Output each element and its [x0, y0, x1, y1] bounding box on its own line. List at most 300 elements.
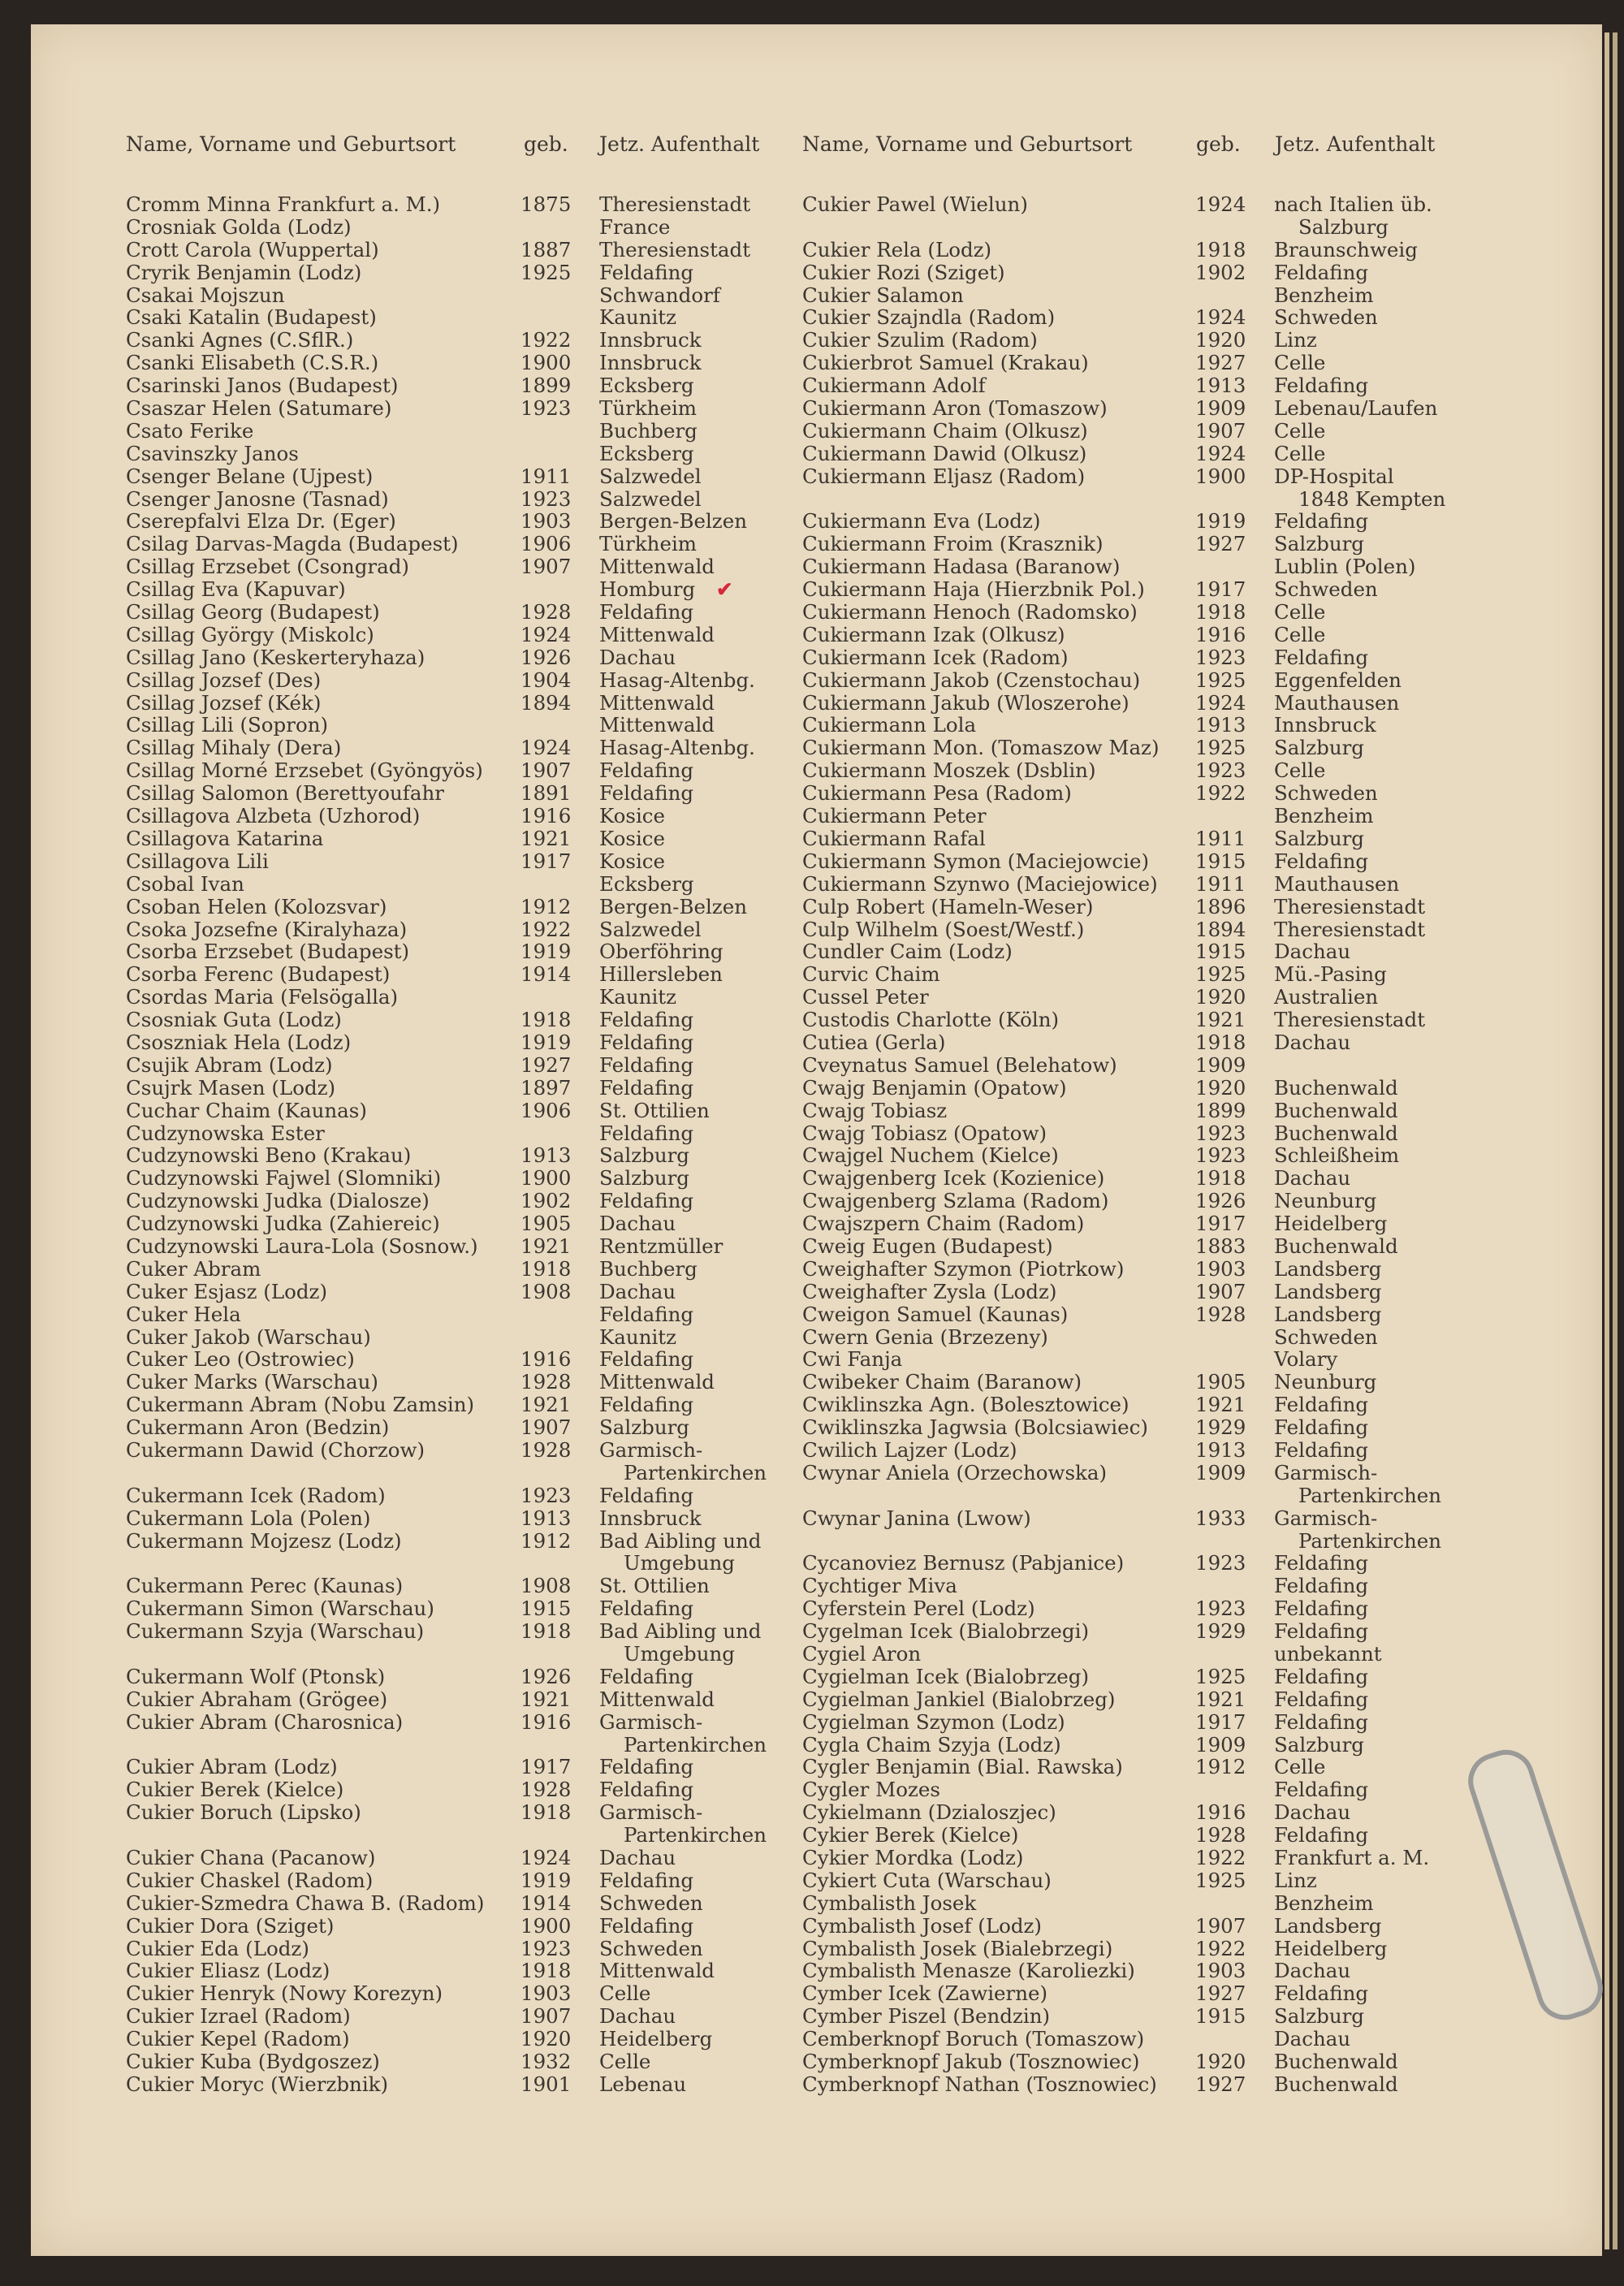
entry-birth-year: 1924 — [1195, 441, 1246, 465]
entry-birth-year: 1914 — [520, 1891, 572, 1915]
entry-birth-year: 1918 — [1195, 1166, 1246, 1191]
entry-residence: Ecksberg — [599, 374, 694, 398]
entry-residence: St. Ottilien — [599, 1574, 710, 1598]
entry-birth-year: 1923 — [1195, 1143, 1246, 1168]
entry-residence: Bergen-Belzen — [599, 894, 747, 918]
entry-birth-year: 1896 — [1195, 894, 1246, 918]
entry-residence: Kaunitz — [599, 305, 677, 330]
entry-residence: Neunburg — [1274, 1189, 1377, 1213]
entry-residence: Schweden — [1274, 781, 1378, 806]
entry-residence: Benzheim — [1274, 804, 1374, 828]
entry-name: Cwajg Tobiasz (Opatow) — [802, 1121, 1047, 1145]
entry-name: Cukier Abram (Lodz) — [126, 1755, 338, 1779]
entry-name: Cwynar Janina (Lwow) — [802, 1506, 1031, 1530]
entry-name: Cukier Szulim (Radom) — [802, 328, 1038, 352]
entry-residence: Feldafing — [1274, 1823, 1369, 1847]
entry-residence: Feldafing — [1274, 374, 1369, 398]
entry-name: Csillag Morné Erzsebet (Gyöngyös) — [126, 758, 483, 783]
entry-residence: Theresienstadt — [1274, 917, 1426, 941]
entry-residence: France — [599, 214, 671, 239]
entry-name: Cukierbrot Samuel (Krakau) — [802, 351, 1089, 375]
entry-name: Cymber Icek (Zawierne) — [802, 1981, 1048, 2006]
entry-residence: Dachau — [1274, 1030, 1351, 1054]
entry-residence: Innsbruck — [599, 328, 702, 352]
entry-birth-year: 1920 — [520, 2027, 572, 2051]
entry-name: Cwajg Benjamin (Opatow) — [802, 1075, 1067, 1100]
entry-name: Csillagova Alzbeta (Uzhorod) — [126, 804, 421, 828]
entry-residence: Feldafing — [1274, 1393, 1369, 1417]
entry-residence: Celle — [599, 1981, 651, 2006]
header-ort: Jetz. Aufenthalt — [599, 132, 760, 156]
entry-name: Cudzynowski Judka (Zahiereic) — [126, 1212, 440, 1236]
entry-name: Csilag Darvas-Magda (Budapest) — [126, 532, 459, 556]
entry-name: Csarinski Janos (Budapest) — [126, 374, 399, 398]
entry-residence: Schweden — [1274, 577, 1378, 602]
entry-residence: Linz — [1274, 1868, 1317, 1892]
entry-name: Cudzynowska Ester — [126, 1121, 325, 1145]
entry-residence: Feldafing — [1274, 1778, 1369, 1802]
entry-residence: Feldafing — [1274, 1664, 1369, 1688]
entry-birth-year: 1918 — [1195, 237, 1246, 261]
entry-residence: DP-Hospital — [1274, 464, 1394, 488]
entry-birth-year: 1927 — [1195, 2072, 1246, 2096]
entry-residence: Heidelberg — [599, 2027, 713, 2051]
entry-birth-year: 1928 — [1195, 1823, 1246, 1847]
entry-name: Cukermann Lola (Polen) — [126, 1506, 371, 1530]
entry-birth-year: 1923 — [1195, 758, 1246, 783]
entry-name: Cukiermann Pesa (Radom) — [802, 781, 1072, 806]
entry-name: Cukiermann Eljasz (Radom) — [802, 464, 1086, 488]
entry-residence: Heidelberg — [1274, 1936, 1388, 1960]
entry-residence: Dachau — [599, 1212, 676, 1236]
entry-residence: Linz — [1274, 328, 1317, 352]
entry-residence: Dachau — [1274, 1959, 1351, 1983]
entry-residence: Buchberg — [599, 1256, 698, 1281]
entry-residence: Feldafing — [1274, 1619, 1369, 1644]
entry-residence: Salzburg — [599, 1166, 689, 1191]
entry-name: Crott Carola (Wuppertal) — [126, 237, 379, 261]
entry-residence: Buchenwald — [1274, 1234, 1398, 1258]
entry-name: Cryrik Benjamin (Lodz) — [126, 260, 362, 284]
entry-residence: Buchenwald — [1274, 1098, 1398, 1122]
entry-name: Csillagova Lili — [126, 849, 269, 873]
entry-birth-year: 1919 — [520, 940, 572, 964]
entry-residence: Salzwedel — [599, 486, 702, 511]
entry-name: Cycanoviez Bernusz (Pabjanice) — [802, 1551, 1125, 1575]
entry-residence: Eggenfelden — [1274, 668, 1402, 692]
entry-residence: Feldafing — [599, 1075, 694, 1100]
entry-birth-year: 1925 — [1195, 1868, 1246, 1892]
entry-birth-year: 1922 — [1195, 1846, 1246, 1870]
entry-birth-year: 1913 — [1195, 1437, 1246, 1462]
entry-name: Cwajg Tobiasz — [802, 1098, 948, 1122]
entry-residence: Feldafing — [1274, 509, 1369, 534]
entry-residence: Feldafing — [1274, 1551, 1369, 1575]
entry-residence: Bad Aibling und — [599, 1528, 762, 1553]
entry-name: Curvic Chaim — [802, 962, 940, 987]
entry-name: Cukiermann Haja (Hierzbnik Pol.) — [802, 577, 1145, 602]
entry-name: Csordas Maria (Felsögalla) — [126, 985, 399, 1009]
entry-birth-year: 1900 — [520, 1166, 572, 1191]
entry-residence: Feldafing — [599, 758, 694, 783]
header-ort: Jetz. Aufenthalt — [1275, 132, 1436, 156]
entry-birth-year: 1912 — [520, 1528, 572, 1553]
entry-residence: Theresienstadt — [1274, 1008, 1426, 1032]
entry-residence: Salzburg — [1274, 1732, 1364, 1757]
entry-residence: Garmisch- — [599, 1800, 703, 1825]
entry-name: Cuker Hela — [126, 1302, 241, 1326]
entry-name: Csavinszky Janos — [126, 441, 299, 465]
entry-name: Cukiermann Mon. (Tomaszow Maz) — [802, 736, 1160, 760]
entry-birth-year: 1926 — [520, 1664, 572, 1688]
page-edge — [1605, 32, 1609, 2249]
entry-residence: Garmisch- — [1274, 1460, 1378, 1484]
entry-name: Csillagova Katarina — [126, 826, 324, 850]
entry-name: Cuker Marks (Warschau) — [126, 1370, 378, 1394]
entry-residence: Celle — [1274, 622, 1326, 646]
entry-residence-continued: Umgebung — [624, 1642, 735, 1666]
entry-residence: Buchenwald — [1274, 1075, 1398, 1100]
entry-residence: Feldafing — [599, 1302, 694, 1326]
entry-name: Cukier Abram (Charosnica) — [126, 1709, 404, 1734]
entry-name: Csakai Mojszun — [126, 283, 285, 307]
entry-residence: Salzwedel — [599, 464, 702, 488]
entry-birth-year: 1913 — [1195, 713, 1246, 737]
entry-name: Cukier Henryk (Nowy Korezyn) — [126, 1981, 443, 2006]
entry-birth-year: 1923 — [1195, 1121, 1246, 1145]
entry-birth-year: 1907 — [1195, 1913, 1246, 1938]
entry-birth-year: 1903 — [1195, 1256, 1246, 1281]
entry-name: Cygler Benjamin (Bial. Rawska) — [802, 1755, 1123, 1779]
entry-residence: Mittenwald — [599, 713, 715, 737]
entry-birth-year: 1920 — [1195, 1075, 1246, 1100]
entry-birth-year: 1926 — [1195, 1189, 1246, 1213]
entry-birth-year: 1925 — [520, 260, 572, 284]
entry-birth-year: 1899 — [1195, 1098, 1246, 1122]
entry-residence: Kaunitz — [599, 985, 677, 1009]
entry-residence: Feldafing — [599, 1347, 694, 1372]
entry-name: Cukier Kuba (Bydgoszez) — [126, 2050, 380, 2074]
entry-residence: Feldafing — [1274, 1415, 1369, 1440]
entry-name: Csoban Helen (Kolozsvar) — [126, 894, 387, 918]
entry-name: Cymbalisth Josef (Lodz) — [802, 1913, 1042, 1938]
entry-residence: Schweden — [1274, 305, 1378, 330]
entry-residence: Feldafing — [1274, 1574, 1369, 1598]
entry-name: Culp Robert (Hameln-Weser) — [802, 894, 1094, 918]
entry-name: Cwibeker Chaim (Baranow) — [802, 1370, 1082, 1394]
entry-name: Cwynar Aniela (Orzechowska) — [802, 1460, 1108, 1484]
entry-residence-continued: Partenkirchen — [624, 1732, 767, 1757]
entry-residence: Mittenwald — [599, 555, 715, 579]
entry-birth-year: 1883 — [1195, 1234, 1246, 1258]
entry-residence: Salzburg — [599, 1415, 689, 1440]
entry-name: Cserepfalvi Elza Dr. (Eger) — [126, 509, 396, 534]
entry-residence: Feldafing — [599, 1189, 694, 1213]
entry-birth-year: 1913 — [1195, 374, 1246, 398]
entry-birth-year: 1916 — [1195, 1800, 1246, 1825]
entry-residence: Innsbruck — [599, 351, 702, 375]
entry-name: Cukermann Abram (Nobu Zamsin) — [126, 1393, 475, 1417]
entry-birth-year: 1923 — [520, 486, 572, 511]
entry-residence: Heidelberg — [1274, 1212, 1388, 1236]
entry-residence: Kaunitz — [599, 1324, 677, 1349]
entry-birth-year: 1925 — [1195, 1664, 1246, 1688]
entry-birth-year: 1918 — [520, 1619, 572, 1644]
entry-birth-year: 1924 — [1195, 305, 1246, 330]
entry-name: Cundler Caim (Lodz) — [802, 940, 1013, 964]
entry-birth-year: 1923 — [1195, 1597, 1246, 1621]
entry-name: Cukiermann Aron (Tomaszow) — [802, 396, 1108, 421]
entry-residence: Hillersleben — [599, 962, 723, 987]
entry-residence: Salzburg — [1274, 826, 1364, 850]
entry-birth-year: 1918 — [1195, 600, 1246, 624]
entry-name: Cukiermann Jakub (Wloszerohe) — [802, 690, 1129, 715]
entry-name: Cukiermann Jakob (Czenstochau) — [802, 668, 1141, 692]
entry-birth-year: 1927 — [1195, 351, 1246, 375]
entry-residence: Mauthausen — [1274, 871, 1400, 896]
entry-residence: Australien — [1274, 985, 1379, 1009]
entry-birth-year: 1919 — [520, 1030, 572, 1054]
entry-birth-year: 1913 — [520, 1143, 572, 1168]
entry-name: Cudzynowski Laura-Lola (Sosnow.) — [126, 1234, 478, 1258]
entry-residence: Feldafing — [599, 1755, 694, 1779]
entry-name: Cuker Abram — [126, 1256, 261, 1281]
entry-residence: Hasag-Altenbg. — [599, 668, 755, 692]
entry-name: Csaki Katalin (Budapest) — [126, 305, 377, 330]
entry-birth-year: 1921 — [520, 1234, 572, 1258]
entry-name: Cudzynowski Fajwel (Slomniki) — [126, 1166, 442, 1191]
entry-name: Cuchar Chaim (Kaunas) — [126, 1098, 367, 1122]
entry-birth-year: 1911 — [1195, 826, 1246, 850]
entry-birth-year: 1928 — [520, 1370, 572, 1394]
entry-name: Cukier Abraham (Grögee) — [126, 1687, 388, 1711]
entry-birth-year: 1924 — [1195, 192, 1246, 216]
entry-name: Cymbalisth Menasze (Karoliezki) — [802, 1959, 1135, 1983]
entry-residence: Mittenwald — [599, 1370, 715, 1394]
entry-birth-year: 1928 — [520, 600, 572, 624]
entry-residence: Landsberg — [1274, 1302, 1382, 1326]
entry-name: Cukier Kepel (Radom) — [126, 2027, 350, 2051]
entry-name: Cwern Genia (Brzezeny) — [802, 1324, 1048, 1349]
entry-birth-year: 1928 — [520, 1778, 572, 1802]
entry-name: Cemberknopf Boruch (Tomaszow) — [802, 2027, 1145, 2051]
entry-name: Cukiermann Symon (Maciejowcie) — [802, 849, 1150, 873]
entry-name: Cudzynowski Beno (Krakau) — [126, 1143, 412, 1168]
entry-residence: Garmisch- — [599, 1709, 703, 1734]
entry-name: Csorba Ferenc (Budapest) — [126, 962, 391, 987]
entry-residence: Frankfurt a. M. — [1274, 1846, 1430, 1870]
entry-name: Cukermann Mojzesz (Lodz) — [126, 1528, 402, 1553]
entry-birth-year: 1891 — [520, 781, 572, 806]
entry-residence: Feldafing — [1274, 1687, 1369, 1711]
entry-residence: Feldafing — [599, 260, 694, 284]
entry-name: Cwajszpern Chaim (Radom) — [802, 1212, 1085, 1236]
entry-residence: Dachau — [599, 1279, 676, 1303]
entry-birth-year: 1928 — [1195, 1302, 1246, 1326]
entry-birth-year: 1916 — [520, 1709, 572, 1734]
entry-birth-year: 1914 — [520, 962, 572, 987]
entry-residence: Hasag-Altenbg. — [599, 736, 755, 760]
entry-residence: Landsberg — [1274, 1279, 1382, 1303]
entry-residence: Volary — [1274, 1347, 1338, 1372]
entry-name: Cwajgenberg Icek (Kozienice) — [802, 1166, 1105, 1191]
entry-residence: Feldafing — [599, 1030, 694, 1054]
entry-birth-year: 1922 — [1195, 781, 1246, 806]
entry-name: Cygelman Icek (Bialobrzegi) — [802, 1619, 1090, 1644]
entry-residence: Celle — [1274, 600, 1326, 624]
entry-residence: Benzheim — [1274, 1891, 1374, 1915]
entry-birth-year: 1903 — [520, 509, 572, 534]
entry-residence: Feldafing — [599, 1483, 694, 1507]
entry-name: Csillag Salomon (Berettyoufahr — [126, 781, 444, 806]
entry-birth-year: 1921 — [1195, 1393, 1246, 1417]
entry-name: Csosniak Guta (Lodz) — [126, 1008, 342, 1032]
entry-residence: Feldafing — [599, 781, 694, 806]
entry-residence: Schweden — [599, 1891, 703, 1915]
entry-birth-year: 1900 — [520, 351, 572, 375]
entry-name: Custodis Charlotte (Köln) — [802, 1008, 1060, 1032]
entry-birth-year: 1899 — [520, 374, 572, 398]
entry-birth-year: 1918 — [520, 1256, 572, 1281]
entry-name: Cweighafter Szymon (Piotrkow) — [802, 1256, 1125, 1281]
entry-birth-year: 1911 — [520, 464, 572, 488]
entry-name: Csobal Ivan — [126, 871, 244, 896]
entry-residence: Dachau — [599, 2004, 676, 2029]
entry-name: Cykier Mordka (Lodz) — [802, 1846, 1024, 1870]
entry-birth-year: 1920 — [1195, 2050, 1246, 2074]
entry-birth-year: 1917 — [1195, 1709, 1246, 1734]
entry-residence: nach Italien üb. — [1274, 192, 1432, 216]
entry-name: Cukermann Icek (Radom) — [126, 1483, 386, 1507]
entry-name: Cukermann Aron (Bedzin) — [126, 1415, 390, 1440]
entry-residence-continued: 1848 Kempten — [1298, 486, 1446, 511]
entry-residence: Bergen-Belzen — [599, 509, 747, 534]
entry-name: Cussel Peter — [802, 985, 929, 1009]
entry-birth-year: 1908 — [520, 1574, 572, 1598]
entry-name: Cymberknopf Jakub (Tosznowiec) — [802, 2050, 1140, 2074]
entry-name: Cykiert Cuta (Warschau) — [802, 1868, 1052, 1892]
entry-name: Cwajgenberg Szlama (Radom) — [802, 1189, 1109, 1213]
entry-birth-year: 1917 — [1195, 577, 1246, 602]
entry-name: Cuker Esjasz (Lodz) — [126, 1279, 328, 1303]
entry-birth-year: 1907 — [520, 555, 572, 579]
entry-birth-year: 1906 — [520, 1098, 572, 1122]
entry-birth-year: 1903 — [1195, 1959, 1246, 1983]
entry-name: Cukier Chana (Pacanow) — [126, 1846, 376, 1870]
entry-birth-year: 1920 — [1195, 985, 1246, 1009]
entry-birth-year: 1924 — [520, 622, 572, 646]
entry-birth-year: 1915 — [1195, 2004, 1246, 2029]
header-name: Name, Vorname und Geburtsort — [802, 132, 1133, 156]
entry-birth-year: 1921 — [520, 826, 572, 850]
entry-name: Cwiklinszka Jagwsia (Bolcsiawiec) — [802, 1415, 1148, 1440]
entry-name: Cukiermann Izak (Olkusz) — [802, 622, 1065, 646]
entry-residence-continued: Umgebung — [624, 1551, 735, 1575]
entry-birth-year: 1911 — [1195, 871, 1246, 896]
entry-residence-continued: Partenkirchen — [1298, 1483, 1441, 1507]
entry-name: Cukiermann Rafal — [802, 826, 986, 850]
entry-birth-year: 1918 — [520, 1800, 572, 1825]
entry-birth-year: 1904 — [520, 668, 572, 692]
entry-name: Cukiermann Peter — [802, 804, 987, 828]
entry-residence-continued: Partenkirchen — [624, 1823, 767, 1847]
entry-birth-year: 1913 — [520, 1506, 572, 1530]
entry-residence: Feldafing — [599, 1664, 694, 1688]
entry-name: Cromm Minna Frankfurt a. M.) — [126, 192, 441, 216]
entry-residence: Feldafing — [1274, 1981, 1369, 2006]
entry-birth-year: 1933 — [1195, 1506, 1246, 1530]
entry-name: Cukiermann Hadasa (Baranow) — [802, 555, 1121, 579]
entry-birth-year: 1902 — [1195, 260, 1246, 284]
entry-birth-year: 1909 — [1195, 396, 1246, 421]
entry-residence: Salzburg — [1274, 532, 1364, 556]
entry-birth-year: 1907 — [520, 1415, 572, 1440]
entry-name: Cukiermann Dawid (Olkusz) — [802, 441, 1087, 465]
entry-birth-year: 1915 — [1195, 940, 1246, 964]
entry-residence: Lebenau/Laufen — [1274, 396, 1438, 421]
entry-birth-year: 1923 — [1195, 645, 1246, 669]
entry-residence: Celle — [1274, 758, 1326, 783]
entry-name: Cukier Rozi (Sziget) — [802, 260, 1005, 284]
entry-birth-year: 1894 — [520, 690, 572, 715]
entry-residence: Feldafing — [1274, 849, 1369, 873]
entry-name: Cukier Boruch (Lipsko) — [126, 1800, 361, 1825]
entry-name: Cykielmann (Dzialoszjec) — [802, 1800, 1056, 1825]
entry-residence: Schwandorf — [599, 283, 720, 307]
entry-residence: Schleißheim — [1274, 1143, 1400, 1168]
header-geb: geb. — [524, 132, 568, 156]
entry-name: Cukier Rela (Lodz) — [802, 237, 992, 261]
entry-residence: Salzburg — [599, 1143, 689, 1168]
entry-residence: Rentzmüller — [599, 1234, 723, 1258]
entry-name: Cygielman Jankiel (Bialobrzeg) — [802, 1687, 1116, 1711]
entry-birth-year: 1908 — [520, 1279, 572, 1303]
entry-residence-continued: Salzburg — [1298, 214, 1389, 239]
entry-residence: Feldafing — [599, 1008, 694, 1032]
entry-name: Csujik Abram (Lodz) — [126, 1052, 333, 1077]
entry-birth-year: 1912 — [520, 894, 572, 918]
entry-name: Cutiea (Gerla) — [802, 1030, 946, 1054]
entry-birth-year: 1905 — [1195, 1370, 1246, 1394]
entry-name: Cygla Chaim Szyja (Lodz) — [802, 1732, 1061, 1757]
entry-residence: Lublin (Polen) — [1274, 555, 1416, 579]
entry-birth-year: 1917 — [1195, 1212, 1246, 1236]
entry-name: Csoszniak Hela (Lodz) — [126, 1030, 352, 1054]
entry-birth-year: 1909 — [1195, 1732, 1246, 1757]
entry-residence: Celle — [1274, 441, 1326, 465]
entry-name: Cukier Dora (Sziget) — [126, 1913, 335, 1938]
entry-name: Cyferstein Perel (Lodz) — [802, 1597, 1035, 1621]
entry-birth-year: 1900 — [1195, 464, 1246, 488]
entry-birth-year: 1927 — [1195, 1981, 1246, 2006]
entry-name: Cukermann Dawid (Chorzow) — [126, 1437, 425, 1462]
entry-residence: Garmisch- — [599, 1437, 703, 1462]
entry-birth-year: 1921 — [1195, 1687, 1246, 1711]
entry-residence: Salzwedel — [599, 917, 702, 941]
entry-birth-year: 1915 — [1195, 849, 1246, 873]
entry-birth-year: 1926 — [520, 645, 572, 669]
entry-birth-year: 1902 — [520, 1189, 572, 1213]
entry-birth-year: 1921 — [520, 1687, 572, 1711]
entry-name: Cukier Eda (Lodz) — [126, 1936, 309, 1960]
entry-residence: Dachau — [1274, 1166, 1351, 1191]
entry-residence: Ecksberg — [599, 441, 694, 465]
entry-residence: Landsberg — [1274, 1913, 1382, 1938]
entry-birth-year: 1924 — [520, 736, 572, 760]
entry-residence: Dachau — [1274, 2027, 1351, 2051]
entry-residence: Dachau — [599, 645, 676, 669]
entry-birth-year: 1917 — [520, 1755, 572, 1779]
